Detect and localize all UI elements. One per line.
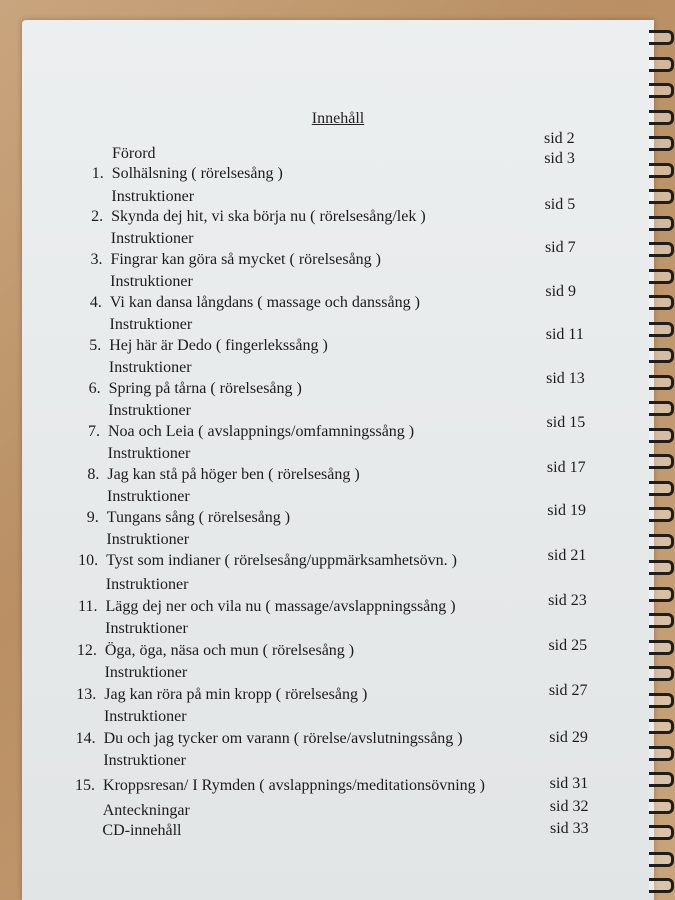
entry-subtitle: Instruktioner xyxy=(110,230,194,247)
entry-subtitle: Instruktioner xyxy=(108,402,191,419)
entry-subtitle: Instruktioner xyxy=(104,664,188,681)
entry-page: sid 2 xyxy=(544,130,575,147)
entry-subtitle: Instruktioner xyxy=(107,488,190,505)
entry-page: sid 17 xyxy=(546,459,586,476)
spiral-coil xyxy=(649,216,674,231)
entry-page: sid 9 xyxy=(545,283,577,300)
spiral-coil xyxy=(649,640,674,655)
entry-subtitle: Instruktioner xyxy=(105,576,189,593)
entry-page: sid 15 xyxy=(546,414,586,431)
spiral-coil xyxy=(649,507,674,522)
entry-number: 13. xyxy=(76,686,97,703)
spiral-coil xyxy=(649,852,674,867)
entry-page: sid 33 xyxy=(550,820,589,837)
spiral-coil xyxy=(649,799,674,814)
spiral-coil xyxy=(649,534,674,549)
entry-subtitle: Instruktioner xyxy=(103,708,187,725)
entry-subtitle: Instruktioner xyxy=(105,620,188,637)
entry-number: 10. xyxy=(78,552,99,569)
entry-title: Lägg dej ner och vila nu ( massage/avslappningssång ) xyxy=(105,598,456,615)
spiral-coil xyxy=(649,83,674,98)
spiral-coil xyxy=(649,348,674,363)
entry-title: Tyst som indianer ( rörelsesång/uppmärksamhetsövn. ) xyxy=(106,552,457,569)
entry-subtitle: Instruktioner xyxy=(103,752,186,769)
entry-subtitle: Instruktioner xyxy=(108,359,192,376)
spiral-coil xyxy=(649,481,674,496)
spiral-coil xyxy=(649,772,674,787)
entry-title: Spring på tårna ( rörelsesång ) xyxy=(108,380,302,397)
spiral-binding xyxy=(649,30,673,900)
entry-number: 2. xyxy=(91,208,104,225)
entry-number: 11. xyxy=(78,598,98,615)
document-page xyxy=(22,20,654,900)
spiral-coil xyxy=(649,587,674,602)
entry-number: 14. xyxy=(75,730,96,747)
entry-title: Du och jag tycker om varann ( rörelse/avslutningssång ) xyxy=(103,730,463,747)
entry-subtitle: CD-innehåll xyxy=(102,822,182,839)
spiral-coil xyxy=(649,295,674,310)
page-title: Innehåll xyxy=(311,110,365,127)
spiral-coil xyxy=(649,428,674,443)
spiral-coil xyxy=(649,375,674,390)
entry-subtitle: Anteckningar xyxy=(102,802,190,819)
spiral-coil xyxy=(649,825,674,840)
spiral-coil xyxy=(649,746,674,761)
entry-title: Öga, öga, näsa och mun ( rörelsesång ) xyxy=(104,642,355,659)
spiral-coil xyxy=(649,454,674,469)
entry-number: 9. xyxy=(86,509,99,526)
entry-number: 3. xyxy=(90,251,103,268)
spiral-coil xyxy=(649,30,674,45)
entry-title: Skynda dej hit, vi ska börja nu ( rörelsesång/lek ) xyxy=(111,208,426,225)
entry-page: sid 13 xyxy=(546,370,585,387)
entry-subtitle: Instruktioner xyxy=(107,445,191,462)
spiral-coil xyxy=(649,110,674,125)
entry-title: Jag kan stå på höger ben ( rörelsesång ) xyxy=(107,466,360,483)
spiral-coil xyxy=(649,269,674,284)
spiral-coil xyxy=(649,693,674,708)
spiral-coil xyxy=(649,189,674,204)
entry-page: sid 23 xyxy=(548,592,587,609)
entry-number: 12. xyxy=(76,642,97,659)
spiral-coil xyxy=(649,719,674,734)
entry-page: sid 11 xyxy=(545,326,584,343)
entry-title: Tungans sång ( rörelsesång ) xyxy=(106,509,291,526)
spiral-coil xyxy=(649,560,674,575)
entry-page: sid 19 xyxy=(547,502,586,519)
entry-title: Solhälsning ( rörelsesång ) xyxy=(111,165,283,182)
entry-subtitle: Instruktioner xyxy=(111,188,195,205)
entry-title: Vi kan dansa långdans ( massage och danssång ) xyxy=(109,294,420,311)
spiral-coil xyxy=(649,57,674,72)
entry-subtitle: Förord xyxy=(112,145,156,162)
entry-page: sid 31 xyxy=(549,775,589,792)
entry-page: sid 29 xyxy=(549,729,588,746)
entry-title: Fingrar kan göra så mycket ( rörelsesång ) xyxy=(110,251,382,268)
spiral-coil xyxy=(649,666,674,681)
entry-number: 15. xyxy=(75,777,96,794)
entry-subtitle: Instruktioner xyxy=(109,316,193,333)
entry-page: sid 5 xyxy=(544,196,576,213)
entry-page: sid 32 xyxy=(549,798,589,815)
entry-number: 4. xyxy=(89,294,102,311)
entry-page: sid 3 xyxy=(544,150,575,167)
entry-number: 7. xyxy=(87,423,100,440)
spiral-coil xyxy=(649,136,674,151)
entry-page: sid 21 xyxy=(547,547,587,564)
entry-title: Jag kan röra på min kropp ( rörelsesång ) xyxy=(104,686,368,703)
entry-title: Hej här är Dedo ( fingerlekssång ) xyxy=(109,337,328,354)
entry-page: sid 25 xyxy=(548,637,588,654)
spiral-coil xyxy=(649,401,674,416)
entry-number: 1. xyxy=(91,165,104,182)
spiral-coil xyxy=(649,878,674,893)
entry-title: Noa och Leia ( avslappnings/omfamningssång ) xyxy=(107,423,415,440)
entry-title: Kroppsresan/ I Rymden ( avslappnings/meditationsövning ) xyxy=(103,777,485,794)
entry-page: sid 27 xyxy=(548,682,588,699)
entry-subtitle: Instruktioner xyxy=(106,531,190,548)
entry-number: 8. xyxy=(87,466,100,483)
spiral-coil xyxy=(649,322,674,337)
entry-number: 5. xyxy=(89,337,102,354)
entry-page: sid 7 xyxy=(544,239,576,256)
spiral-coil xyxy=(649,163,674,178)
entry-subtitle: Instruktioner xyxy=(110,273,193,290)
entry-number: 6. xyxy=(88,380,101,397)
spiral-coil xyxy=(649,242,674,257)
spiral-coil xyxy=(649,613,674,628)
